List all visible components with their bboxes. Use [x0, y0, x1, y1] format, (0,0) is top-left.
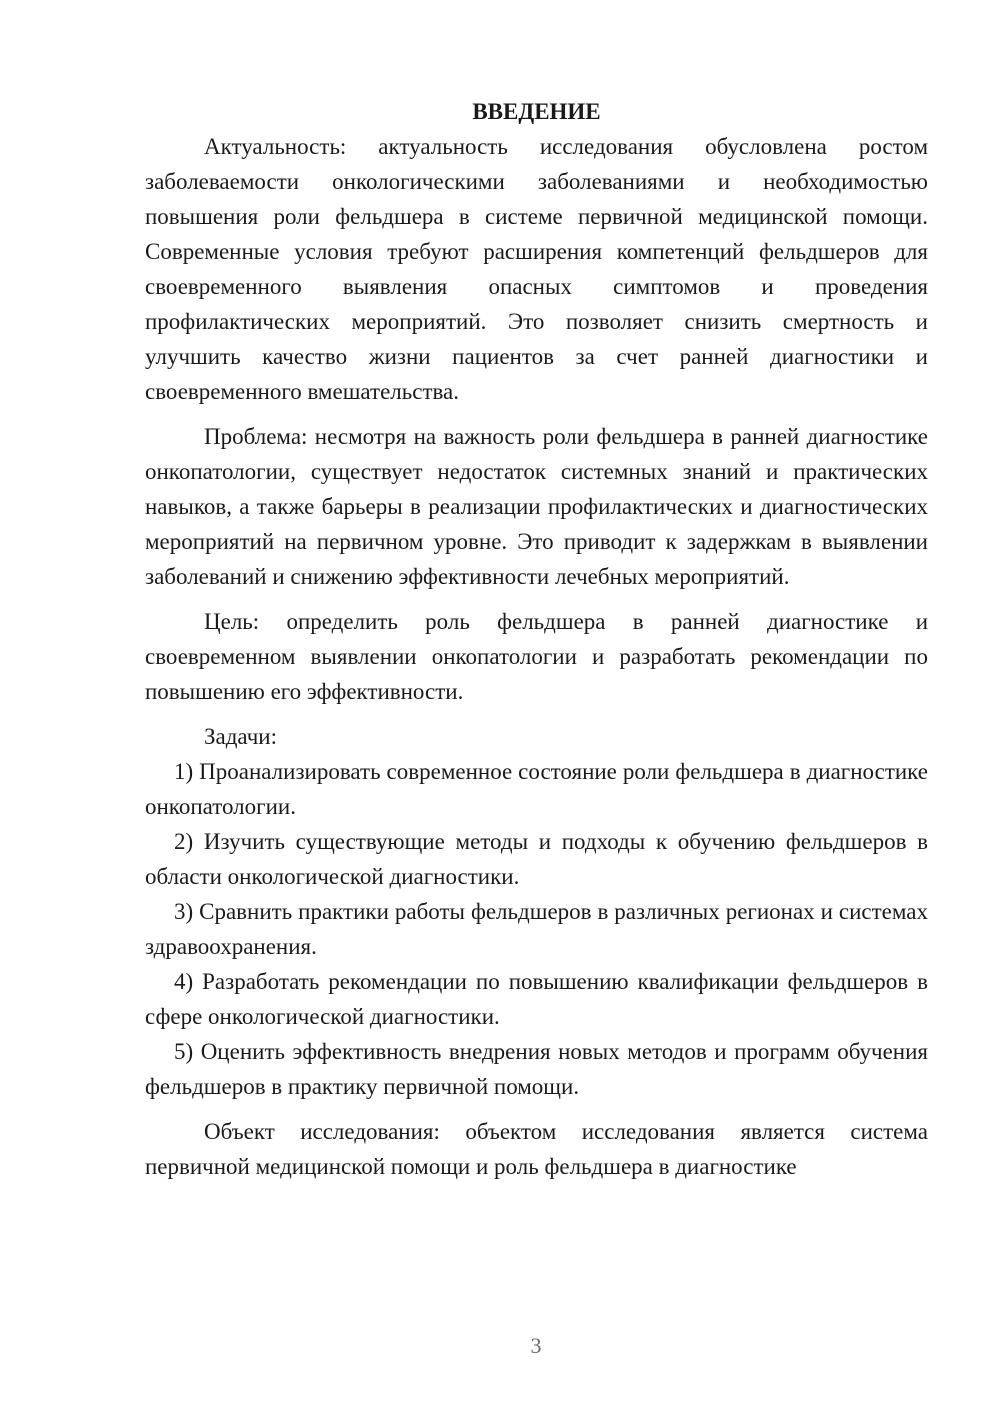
task-item-2: 2) Изучить существующие методы и подходы к обучению фельдшеров в области онкологической диагностики. [145, 829, 928, 889]
page-number: 3 [530, 1333, 542, 1358]
tasks-heading: Задачи: [204, 724, 277, 749]
object-paragraph: Объект исследования: объектом исследования является система первичной медицинской помощи и роль фельдшера в диагностике [145, 1119, 928, 1179]
section-title: ВВЕДЕНИЕ [472, 99, 601, 124]
task-item-3: 3) Сравнить практики работы фельдшеров в различных регионах и системах здравоохранения. [145, 899, 928, 959]
goal-paragraph: Цель: определить роль фельдшера в ранней диагностике и своевременном выявлении онкопатологии и разработать рекомендации по повышению его эффективности. [145, 609, 928, 704]
task-item-4: 4) Разработать рекомендации по повышению квалификации фельдшеров в сфере онкологической диагностики. [145, 969, 928, 1029]
task-item-5: 5) Оценить эффективность внедрения новых методов и программ обучения фельдшеров в практику первичной помощи. [145, 1039, 928, 1099]
relevance-paragraph: Актуальность: актуальность исследования обусловлена ростом заболеваемости онкологическими заболеваниями и необходимостью повышения роли фельдшера в системе первичной медицинской помощи. Современные условия требуют расширения компетенций фельдшеров для своевременного выявления опасных симптомов и проведения профилактических мероприятий. Это позволяет снизить смертность и улучшить качество жизни пациентов за счет ранней диагностики и своевременного вмешательства. [145, 134, 928, 404]
task-item-1: 1) Проанализировать современное состояние роли фельдшера в диагностике онкопатологии. [145, 759, 928, 819]
document-page [145, 94, 928, 1184]
problem-paragraph: Проблема: несмотря на важность роли фельдшера в ранней диагностике онкопатологии, существует недостаток системных знаний и практических навыков, а также барьеры в реализации профилактических и диагностических мероприятий на первичном уровне. Это приводит к задержкам в выявлении заболеваний и снижению эффективности лечебных мероприятий. [145, 424, 928, 589]
